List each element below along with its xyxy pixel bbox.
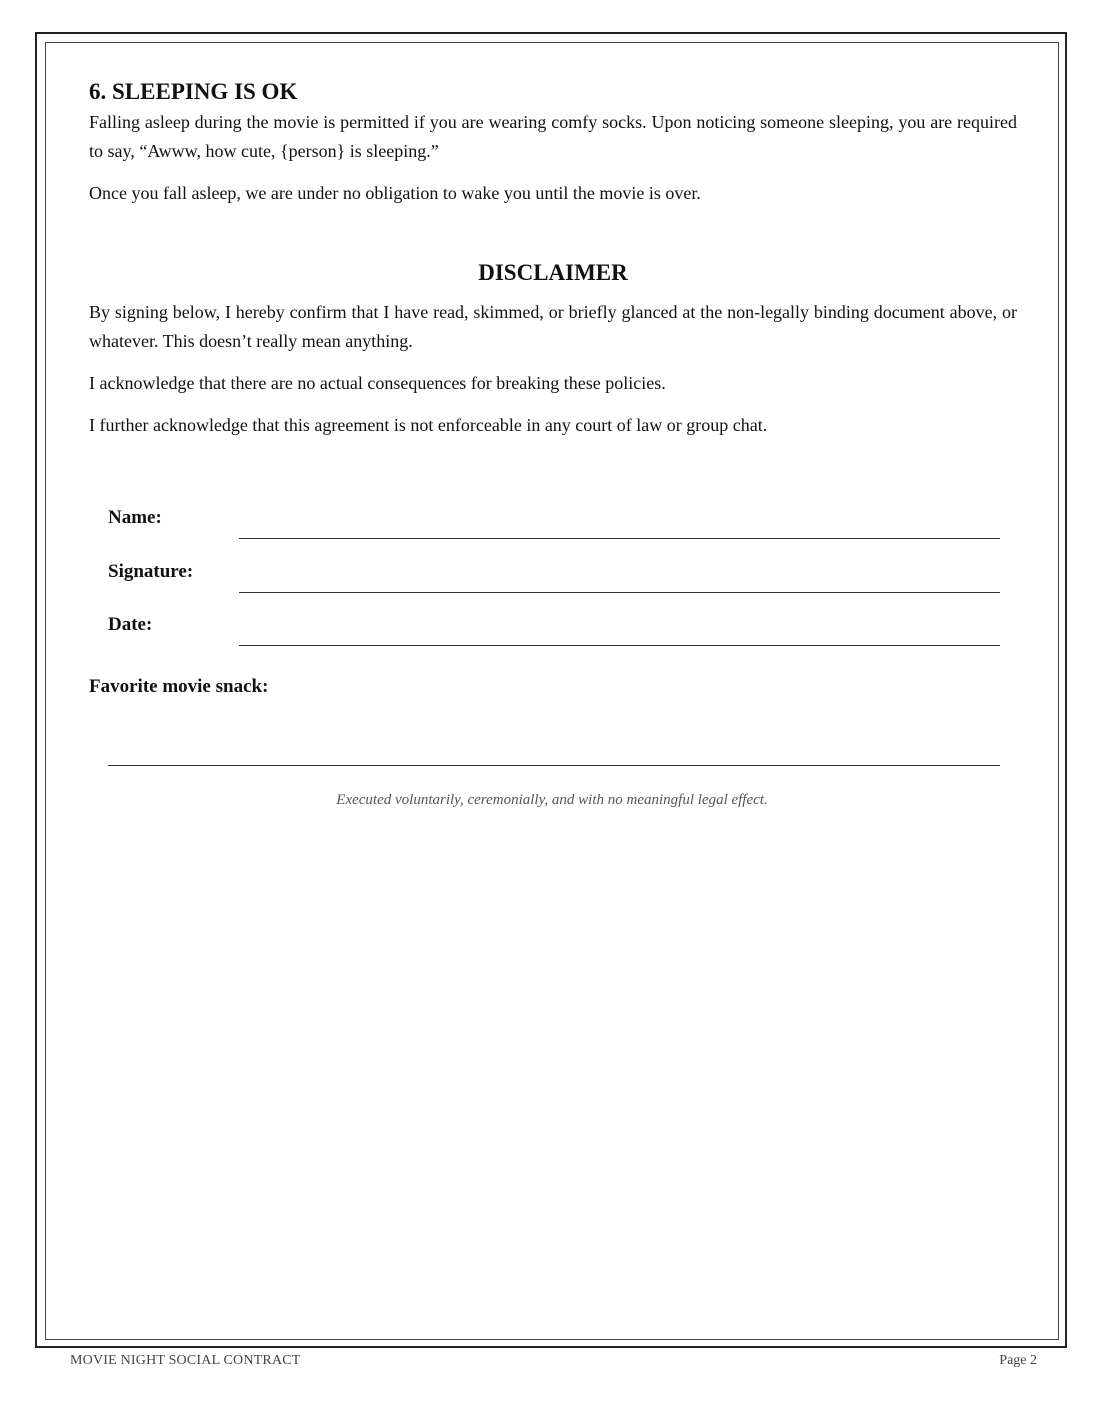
- section-6-paragraph-1: Falling asleep during the movie is permitted if you are wearing comfy socks. Upon noticing someone sleeping, you are required to say, “Awww, how cute, {person} is sleeping.”: [89, 112, 1017, 161]
- signature-line[interactable]: [239, 592, 1000, 593]
- name-label: Name:: [108, 507, 162, 528]
- name-field[interactable]: [108, 505, 1000, 545]
- page-number: Page 2: [999, 1353, 1037, 1368]
- disclaimer-paragraph-3: I further acknowledge that this agreement is not enforceable in any court of law or group chat.: [89, 415, 768, 435]
- disclaimer-heading: DISCLAIMER: [478, 260, 628, 285]
- signature-label: Signature:: [108, 561, 194, 582]
- date-field[interactable]: [108, 612, 1000, 652]
- disclaimer-paragraph-1: By signing below, I hereby confirm that I have read, skimmed, or briefly glanced at the non-legally binding document above, or whatever. This doesn’t really mean anything.: [89, 302, 1017, 351]
- favorite-snack-line[interactable]: [108, 765, 1000, 766]
- favorite-snack-label: Favorite movie snack:: [89, 676, 269, 697]
- date-label: Date:: [108, 614, 153, 635]
- signature-field[interactable]: [108, 559, 1000, 599]
- section-6-paragraph-2: Once you fall asleep, we are under no obligation to wake you until the movie is over.: [89, 183, 701, 203]
- document-body: [89, 76, 1017, 440]
- disclaimer-paragraph-2: I acknowledge that there are no actual consequences for breaking these policies.: [89, 373, 666, 393]
- date-line[interactable]: [239, 645, 1000, 646]
- name-line[interactable]: [239, 538, 1000, 539]
- closing-note: Executed voluntarily, ceremonially, and with no meaningful legal effect.: [336, 792, 768, 808]
- footer-title: MOVIE NIGHT SOCIAL CONTRACT: [70, 1353, 301, 1368]
- section-6-heading: 6. SLEEPING IS OK: [89, 79, 298, 104]
